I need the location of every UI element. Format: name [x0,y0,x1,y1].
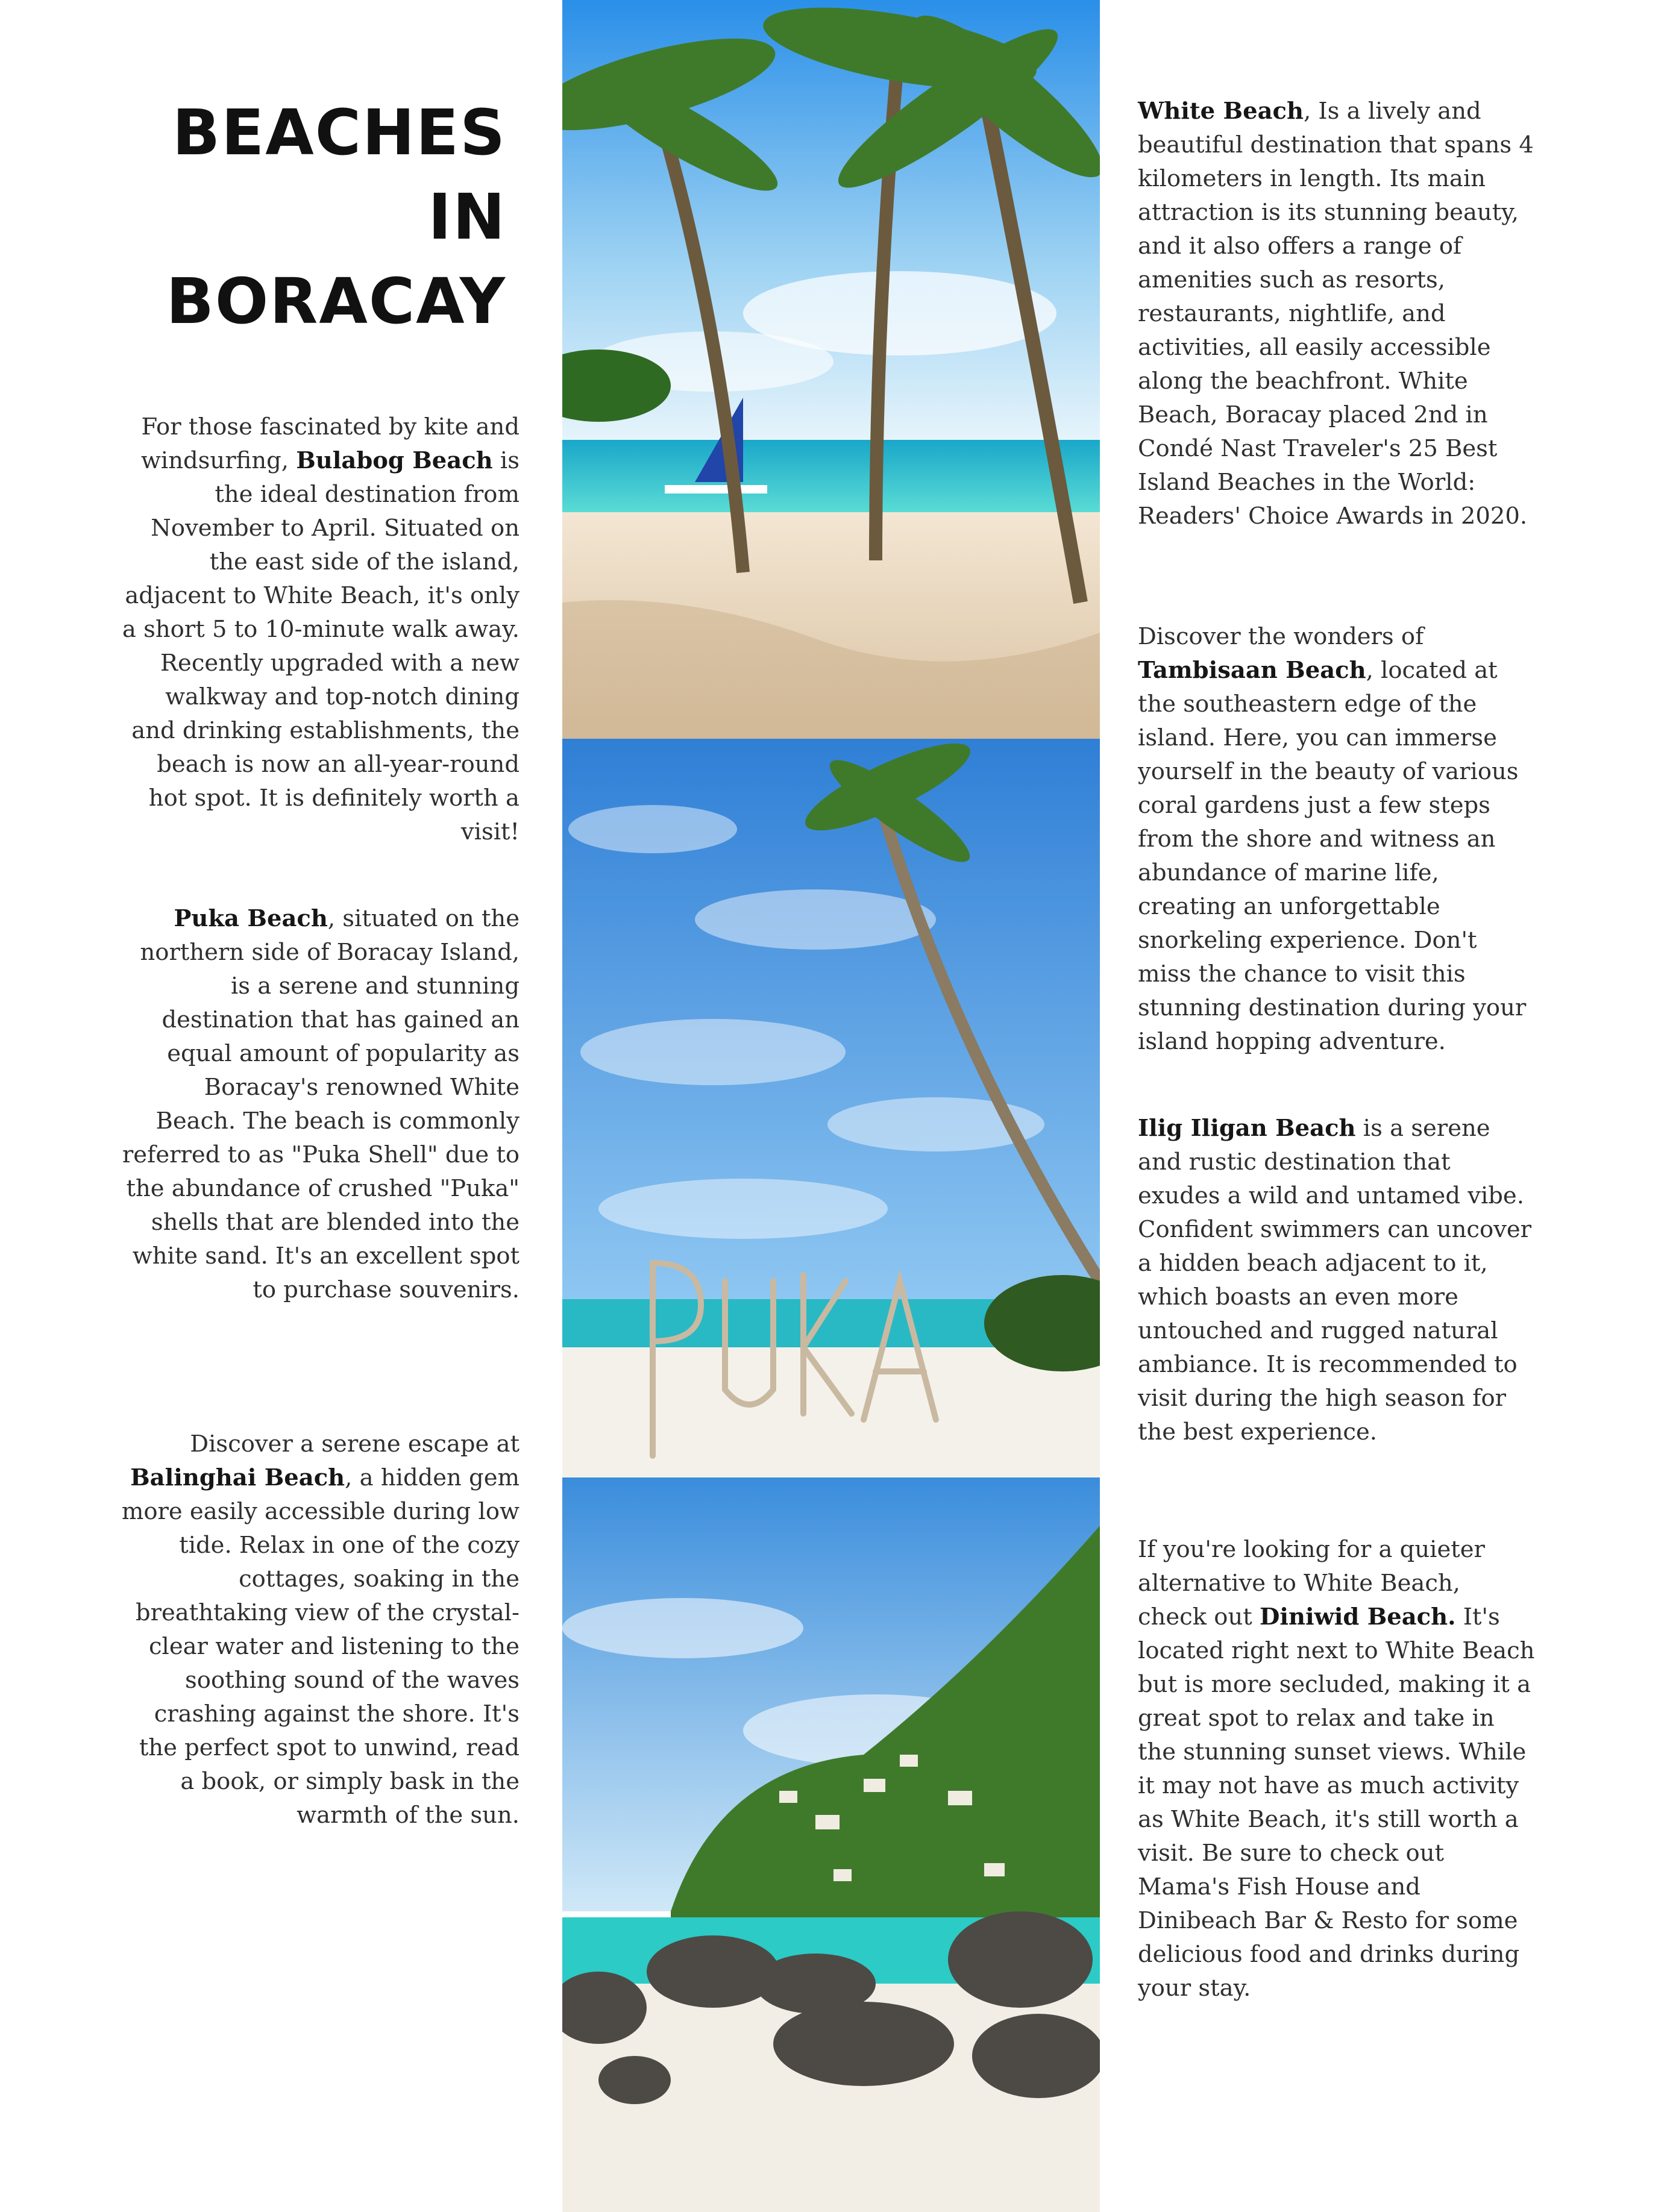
page-title-line-2: BORACAY [166,265,506,338]
bulabog-beach-paragraph: For those fascinated by kite and windsurfing, Bulabog Beach is the ideal destination from November to April. Situated on the east side of the island, adjacent to White Beach, it's only a short 5 to 10-minute walk away. Recently upgraded with a new walkway and top-notch dining and drinking establishments, the beach is now an all-year-round hot spot. It is definitely worth a visit! [122,413,520,845]
puka-beach-paragraph: Puka Beach, situated on the northern side of Boracay Island, is a serene and stunning destination that has gained an equal amount of popularity as Boracay's renowned White Beach. The beach is commonly referred to as "Puka Shell" due to the abundance of crushed "Puka" shells that are blended into the white sand. It's an excellent spot to purchase souvenirs. [122,905,520,1303]
white-beach-name: White Beach [1138,98,1304,125]
ilig-iligan-beach-paragraph: Ilig Iligan Beach is a serene and rustic destination that exudes a wild and untamed vibe. Confident swimmers can uncover a hidden beach adjacent to it, which boasts an even more untouched and rugged natural ambiance. It is recommended to visit during the high season for the best experience. [1138,1115,1532,1446]
white-beach-photo [562,0,1100,739]
page-title [90,90,506,343]
bulabog-beach-name: Bulabog Beach [296,447,493,474]
balinghai-beach-paragraph: Discover a serene escape at Balinghai Beach, a hidden gem more easily accessible during low tide. Relax in one of the cozy cottages, soaking in the breathtaking view of the crystal-clear water and listening to the soothing sound of the waves crashing against the shore. It's the perfect spot to unwind, read a book, or simply bask in the warmth of the sun. [121,1430,520,1829]
tambisaan-beach-paragraph: Discover the wonders of Tambisaan Beach, located at the southeastern edge of the island. Here, you can immerse yourself in the beauty of various coral gardens just a few steps from the shore and witness an abundance of marine life, creating an unforgettable snorkeling experience. Don't miss the chance to visit this stunning destination during your island hopping adventure. [1138,623,1527,1055]
page-title-line-1: BEACHES IN [172,96,506,254]
white-beach-paragraph: White Beach, Is a lively and beautiful destination that spans 4 kilometers in length. Its main attraction is its stunning beauty, and it also offers a range of amenities such as resorts, restaurants, nightlife, and activities, all easily accessible along the beachfront. White Beach, Boracay placed 2nd in Condé Nast Traveler's 25 Best Island Beaches in the World: Readers' Choice Awards in 2020. [1138,98,1534,530]
puka-beach-name: Puka Beach [174,905,328,932]
diniwid-beach-name: Diniwid Beach. [1259,1603,1456,1631]
balinghai-beach-name: Balinghai Beach [130,1464,345,1491]
puka-beach-photo [562,739,1100,1477]
balinghai-beach-photo [562,1477,1100,2212]
ilig-iligan-beach-name: Ilig Iligan Beach [1138,1115,1356,1142]
tambisaan-beach-name: Tambisaan Beach [1138,657,1366,684]
diniwid-beach-paragraph: If you're looking for a quieter alternative to White Beach, check out Diniwid Beach. It's located right next to White Beach but is more secluded, making it a great spot to relax and take in the stunning sunset views. While it may not have as much activity as White Beach, it's still worth a visit. Be sure to check out Mama's Fish House and Dinibeach Bar & Resto for some delicious food and drinks during your stay. [1138,1536,1535,2002]
